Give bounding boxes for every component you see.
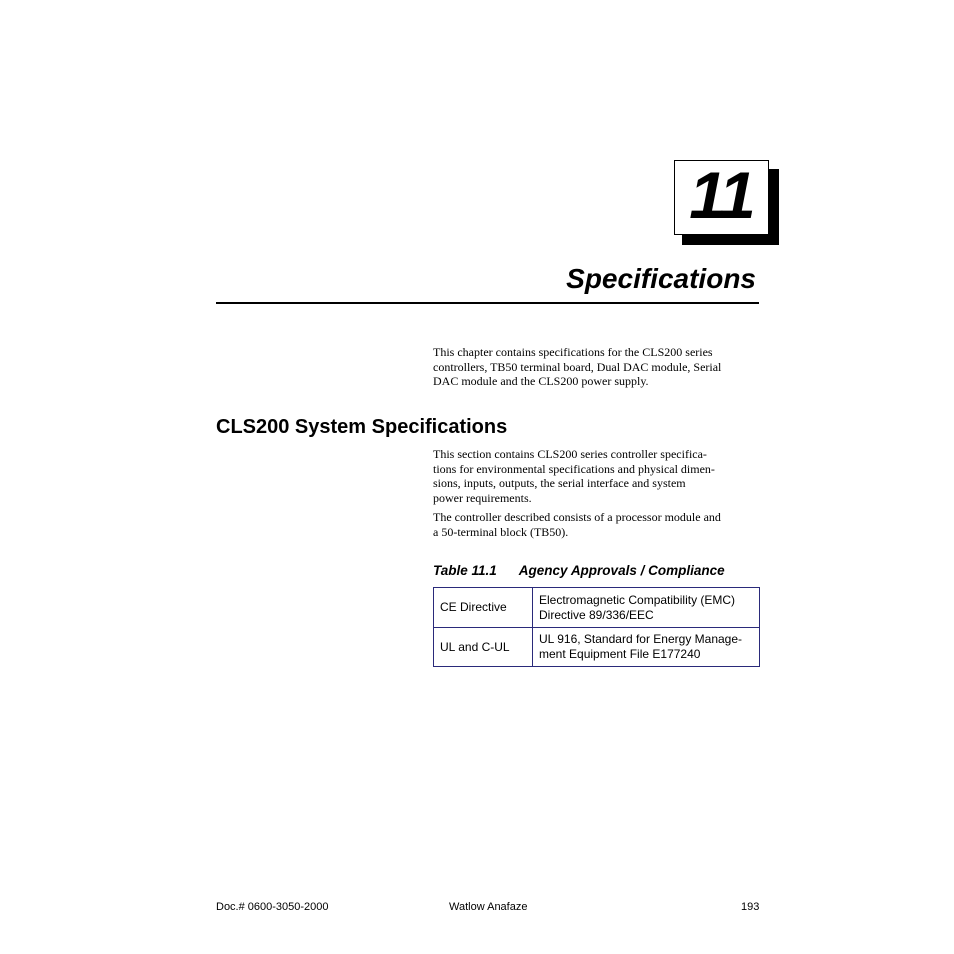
intro-paragraph (433, 345, 763, 389)
table-row (434, 588, 760, 628)
table-cell-label: UL and C-UL (434, 628, 533, 667)
paragraph-line: The controller described consists of a processor module and (433, 510, 721, 524)
intro-line: DAC module and the CLS200 power supply. (433, 374, 649, 389)
table-cell-value (533, 628, 760, 667)
cell-line: UL 916, Standard for Energy Manage- (539, 632, 743, 646)
section-paragraph-1 (433, 447, 763, 505)
cell-line: Electromagnetic Compatibility (EMC) (539, 592, 736, 607)
table-caption-title: Agency Approvals / Compliance (518, 563, 725, 578)
section-heading: CLS200 System Specifications (216, 416, 508, 438)
paragraph-line: a 50-terminal block (TB50). (433, 524, 569, 539)
section-paragraph-2 (433, 510, 763, 539)
chapter-number-box (674, 157, 769, 235)
table-cell-label: CE Directive (434, 588, 533, 628)
table-cell-value (533, 588, 760, 628)
cell-line: Directive 89/336/EEC (539, 607, 654, 622)
chapter-number: 11 (689, 157, 754, 232)
agency-approvals-table (433, 587, 760, 667)
paragraph-line: This section contains CLS200 series controller specifica- (433, 447, 707, 461)
table-caption-number: Table 11.1 (433, 563, 497, 578)
intro-line: This chapter contains specifications for the CLS200 series (433, 345, 713, 359)
paragraph-line: power requirements. (433, 490, 532, 505)
cell-line: ment Equipment File E177240 (539, 647, 701, 661)
paragraph-line: sions, inputs, outputs, the serial interface and system (433, 476, 686, 491)
paragraph-line: tions for environmental specifications and physical dimen- (433, 461, 715, 476)
footer-publisher: Watlow Anafaze (449, 901, 528, 913)
chapter-title: Specifications (566, 263, 756, 294)
footer-doc-number: Doc.# 0600-3050-2000 (216, 901, 329, 913)
intro-line: controllers, TB50 terminal board, Dual DAC module, Serial (433, 359, 722, 374)
footer-page-number: 193 (741, 901, 760, 913)
table-caption (433, 562, 725, 580)
table-row (434, 628, 760, 667)
title-rule (216, 302, 759, 304)
